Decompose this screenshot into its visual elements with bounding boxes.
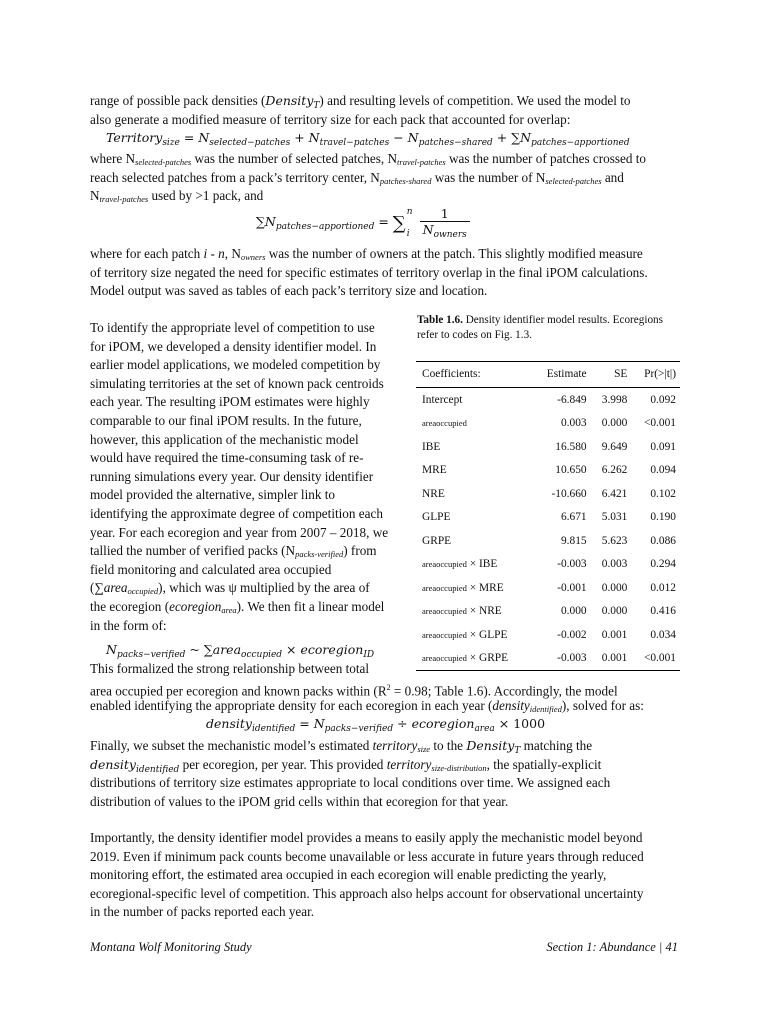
table-row <box>416 482 680 506</box>
footer-left: Montana Wolf Monitoring Study <box>90 940 252 954</box>
cell-se: 6.421 <box>601 487 628 500</box>
column-header: Pr(>|t|) <box>631 362 680 388</box>
cell-p: 0.092 <box>650 393 676 406</box>
cell-estimate: -0.001 <box>557 581 587 594</box>
cell-se: 9.649 <box>601 440 628 453</box>
cell-p: <0.001 <box>631 647 680 671</box>
coefficient-name: Intercept <box>422 393 463 406</box>
table-row <box>416 506 680 530</box>
coefficient-name: areaoccupied × GRPE <box>416 647 533 671</box>
table-row <box>416 623 680 647</box>
cell-se: 0.000 <box>601 417 628 430</box>
cell-estimate: -10.660 <box>551 487 587 500</box>
coefficient-name: GLPE <box>422 511 451 524</box>
paragraph-definitions <box>90 150 678 206</box>
cell-se: 0.000 <box>601 605 628 618</box>
cell-se: 6.262 <box>601 464 628 477</box>
cell-se: 5.031 <box>601 511 628 524</box>
paragraph-importantly: Importantly, the density identifier model provides a means to easily apply the mechanistic model beyond 2019. Even if minimum pack counts become unavailable or less accurate in future years through reduced monitoring effort, the estimated area occupied in each ecoregion will enable predicting the yearly, ecoregional-specific level of competition. This approach also helps account for observational uncertainty in the number of packs reported each year. <box>90 830 644 920</box>
coefficient-name: NRE <box>422 487 445 500</box>
paragraph-owners <box>90 245 678 301</box>
paragraph-relationship: This formalized the strong relationship between total area occupied per ecoregion and known packs within ($R^2 = 0.98$; Table 1.6). Accordingly, the model enabled identifying the appropriate density for each ecoregion in each year (densityidentified), solved for as: <box>90 661 644 715</box>
column-header: Coefficients: <box>416 362 533 388</box>
cell-se: 0.001 <box>601 628 628 641</box>
cell-p: 0.091 <box>650 440 676 453</box>
cell-estimate: -0.003 <box>557 558 587 571</box>
cell-p: 0.086 <box>650 534 676 547</box>
cell-se: 5.623 <box>601 534 628 547</box>
linear-model-equation: $N_{packs-verified}$ ~ ∑area$_{occupied}$ × ecoregion$_{ID}$ <box>106 642 375 660</box>
coefficient-name: IBE <box>422 440 441 453</box>
coefficient-name: areaoccupied <box>422 418 467 429</box>
cell-estimate: -0.003 <box>533 647 591 671</box>
fraction: $\frac{1}{N_{owners}}$ <box>420 206 470 240</box>
table-caption: Table 1.6. Density identifier model results. Ecoregions refer to codes on Fig. 1.3. <box>417 314 663 341</box>
cell-se: 0.003 <box>601 558 628 571</box>
cell-estimate: 9.815 <box>560 534 587 547</box>
text-line: also generate a modified measure of territory size for each pack that accounted for overlap: <box>90 111 571 127</box>
cell-estimate: 0.000 <box>560 605 587 618</box>
cell-estimate: 10.650 <box>555 464 587 477</box>
cell-estimate: -0.002 <box>557 628 587 641</box>
cell-estimate: -6.849 <box>557 393 587 406</box>
apportioned-equation: $\sum N_{patches-apportioned}$ = ∑ n i $\frac{1}{N_{owners}}$ <box>256 206 470 240</box>
territory-size-equation: Territory$_{size}$ = $N_{selected-patches} + N_{travel-patches} - N_{patches-shared} + \sum N_{patches-apportioned}$ <box>106 130 630 148</box>
coefficients-table <box>416 361 680 671</box>
density-symbol: Density$_T$ <box>265 93 320 111</box>
text-line: of territory size negated the need for specific estimates of territory overlap in the final iPOM calculations. <box>90 264 648 280</box>
cell-estimate: 0.003 <box>560 417 587 430</box>
paragraph-intro <box>90 92 678 129</box>
cell-p: <0.001 <box>643 417 676 430</box>
cell-p: 0.094 <box>650 464 676 477</box>
text-line: range of possible pack densities (Density$_T$) and resulting levels of competition. We used the model to <box>90 93 631 111</box>
table-row <box>416 600 680 624</box>
cell-p: 0.294 <box>650 558 676 571</box>
table-header-row <box>416 362 680 388</box>
sum-symbol: ∑ n i <box>392 206 413 239</box>
text-line: reach selected patches from a pack’s territory center, Npatches-shared was the number of Nselected-patches and <box>90 169 624 186</box>
table-row <box>416 459 680 483</box>
cell-p: 0.416 <box>650 605 676 618</box>
column-header: SE <box>591 362 632 388</box>
coefficient-name: GRPE <box>422 534 452 547</box>
coefficient-name: MRE <box>422 464 447 477</box>
column-header: Estimate <box>533 362 591 388</box>
text-line: Ntravel-patches used by >1 pack, and <box>90 188 264 205</box>
table-row <box>416 553 680 577</box>
table-row <box>416 412 680 436</box>
text-line: Model output was saved as tables of each pack’s territory size and location. <box>90 283 488 299</box>
cell-p: 0.102 <box>650 487 676 500</box>
paragraph-finally: Finally, we subset the mechanistic model’s estimated territorysize to the Density$_T$ matching the density$_{identified}$ per ecoregion, per year. This provided territorysize-distribution, the spatially-explicit distributions of territory size estimates appropriate to local conditions over time. We assigned each distribution of values to the iPOM grid cells within that ecoregion for that year. <box>90 738 611 809</box>
text-line: where Nselected-patches was the number of selected patches, Ntravel-patches was the number of patches crossed to <box>90 151 646 167</box>
cell-estimate: 16.580 <box>555 440 587 453</box>
footer-right: Section 1: Abundance | 41 <box>546 940 678 954</box>
table-row <box>416 576 680 600</box>
text-line: where for each patch i - n, Nowners was the number of owners at the patch. This slightly modified measure <box>90 246 643 262</box>
cell-p: 0.034 <box>650 628 676 641</box>
coefficient-name: areaoccupied × NRE <box>422 605 502 618</box>
cell-se: 0.000 <box>601 581 628 594</box>
coefficient-name: areaoccupied × IBE <box>422 558 498 571</box>
paragraph-density-identifier: To identify the appropriate level of competition to use for iPOM, we developed a density identifier model. In earlier model applications, we modeled competition by simulating territories at the set of known pack centroids each year. The resulting iPOM estimates were highly comparable to our final iPOM results. In the future, however, this application of the mechanistic model would have required the time-consuming task of re- running simulations every year. Our density identifier model provided the alternative, simpler link to identifying the approximate degree of competition each year. For each ecoregion and year from 2007 – 2018, we tallied the number of verified packs (Npacks-verified) from field monitoring and calculated area occupied (∑areaoccupied), which was ψ multiplied by the area of the ecoregion (ecoregionarea). We then fit a linear model in the form of: <box>90 320 389 633</box>
table-row <box>416 388 680 412</box>
cell-p: 0.190 <box>650 511 676 524</box>
coefficient-name: areaoccupied × GLPE <box>422 628 508 641</box>
table-row <box>416 529 680 553</box>
cell-estimate: 6.671 <box>560 511 587 524</box>
cell-p: 0.012 <box>650 581 676 594</box>
cell-se: 0.001 <box>591 647 632 671</box>
cell-se: 3.998 <box>601 393 628 406</box>
table-row <box>416 435 680 459</box>
coefficient-name: areaoccupied × MRE <box>422 581 504 594</box>
density-identified-equation: density$_{identified}$ = $N_{packs-verified}$ ÷ ecoregion$_{area}$ × 1000 <box>206 716 546 734</box>
